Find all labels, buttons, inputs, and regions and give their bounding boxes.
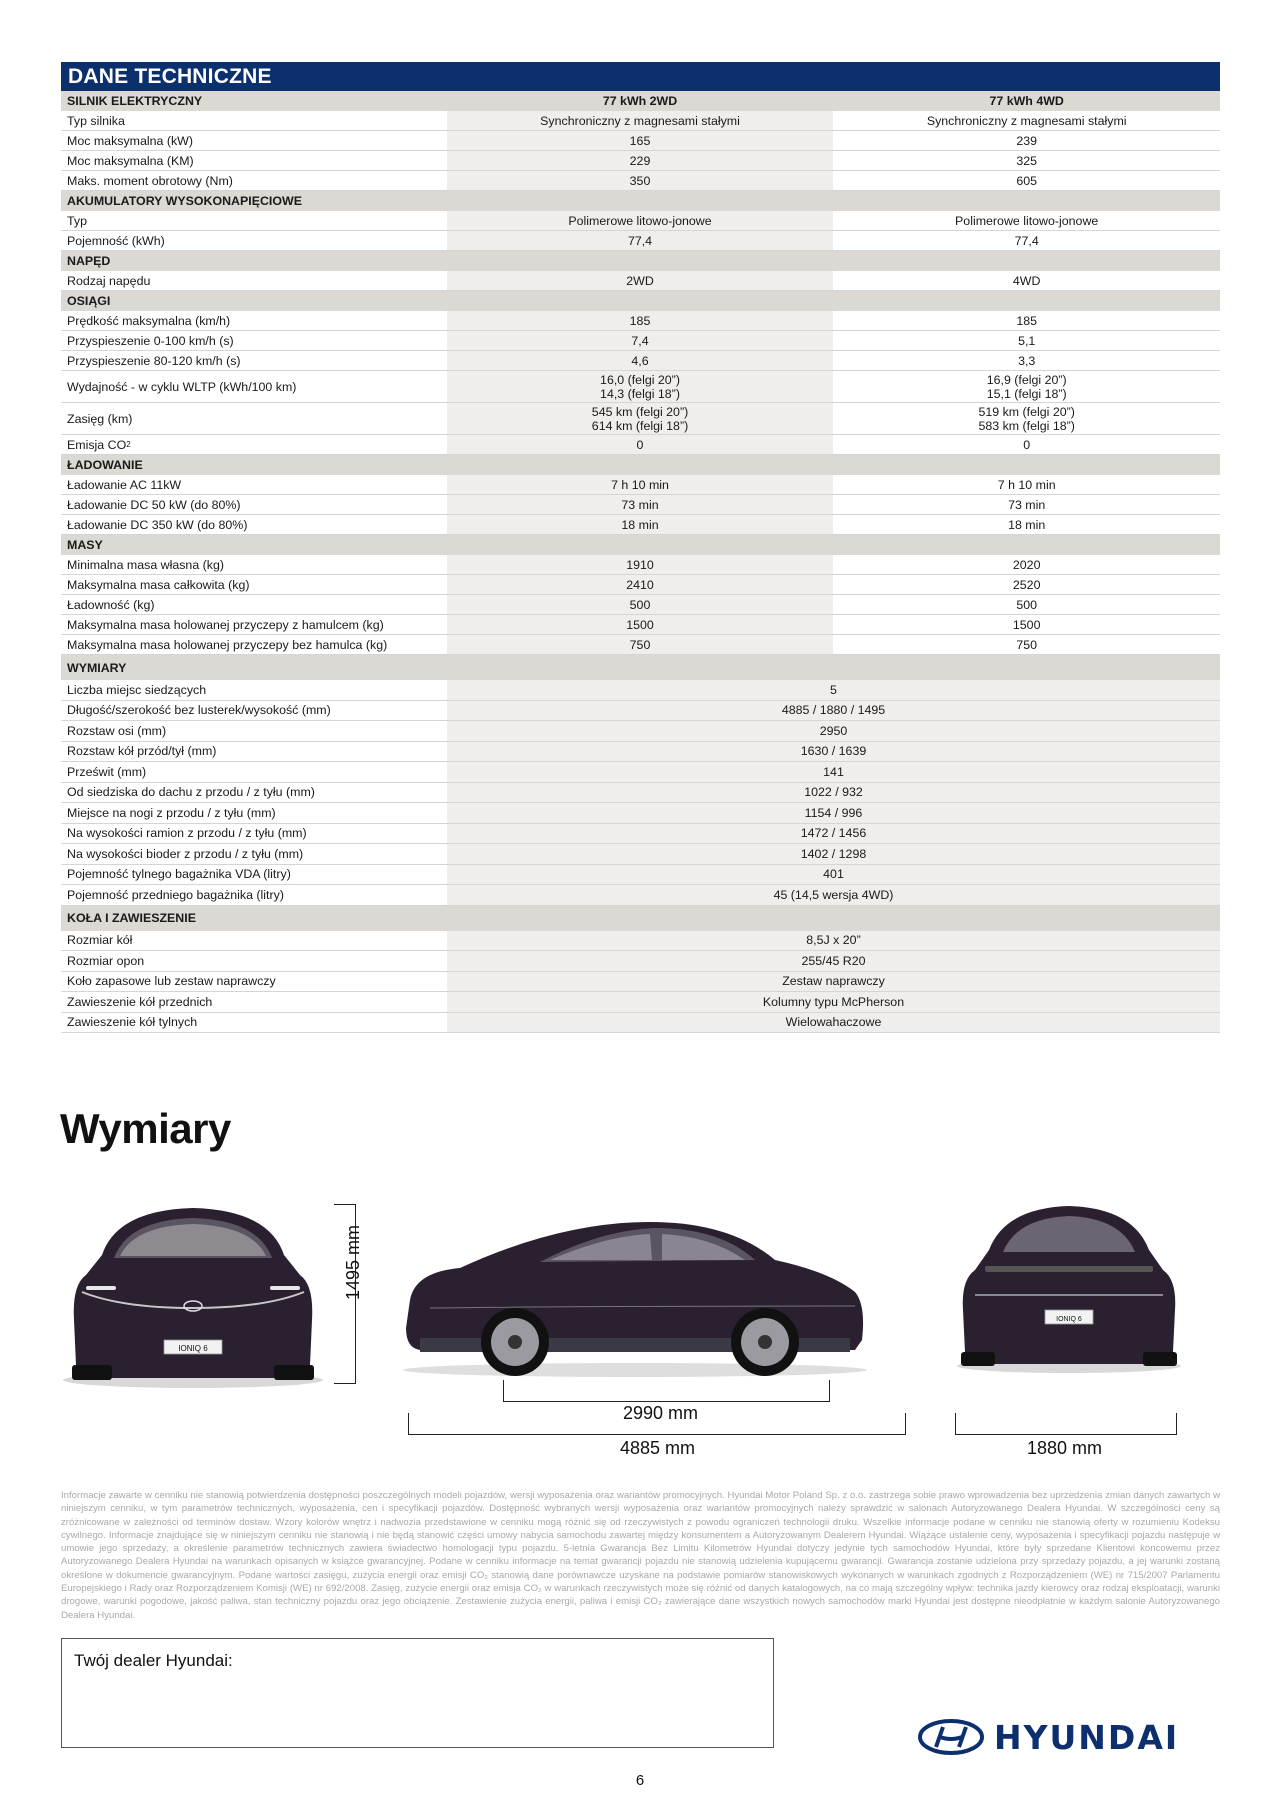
height-label: 1495 mm <box>343 1224 363 1300</box>
row-value-4wd: 500 <box>833 595 1220 614</box>
table-row <box>61 803 1220 824</box>
row-value-4wd: Synchroniczny z magnesami stałymi <box>833 111 1220 130</box>
row-value-2wd: Polimerowe litowo-jonowe <box>447 211 834 230</box>
row-label: Wydajność - w cyklu WLTP (kWh/100 km) <box>67 379 297 394</box>
spec-table <box>61 62 1220 1033</box>
row-value-4wd: 0 <box>833 435 1220 454</box>
row-value-4wd: 5,1 <box>833 331 1220 350</box>
row-label: Rodzaj napędu <box>67 273 151 288</box>
table-row-efficiency <box>61 371 1220 403</box>
section-drive: NAPĘD <box>61 251 1220 271</box>
row-label: Prędkość maksymalna (km/h) <box>67 313 231 328</box>
table-row <box>61 615 1220 635</box>
row-value-2wd <box>447 371 834 402</box>
section-label: SILNIK ELEKTRYCZNY <box>67 94 203 108</box>
row-value: 1022 / 932 <box>447 783 1220 803</box>
row-label: Ładowanie DC 50 kW (do 80%) <box>67 497 241 512</box>
row-value-2wd: 185 <box>447 311 834 330</box>
section-battery: AKUMULATORY WYSOKONAPIĘCIOWE <box>61 191 1220 211</box>
value-line: 519 km (felgi 20”) <box>978 404 1075 419</box>
value-line: 14,3 (felgi 18”) <box>600 386 680 401</box>
table-row <box>61 575 1220 595</box>
table-row <box>61 865 1220 886</box>
table-row <box>61 475 1220 495</box>
table-row <box>61 271 1220 291</box>
row-value-2wd: 4,6 <box>447 351 834 370</box>
front-plate-text: IONIQ 6 <box>178 1344 208 1353</box>
wheelbase-bracket <box>503 1380 830 1402</box>
row-label: Typ silnika <box>67 113 125 128</box>
row-label: Maksymalna masa całkowita (kg) <box>67 577 250 592</box>
table-row-range <box>61 403 1220 435</box>
width-bracket <box>955 1413 1177 1435</box>
row-label: Rozstaw kół przód/tył (mm) <box>67 744 217 759</box>
width-label: 1880 mm <box>1027 1438 1103 1458</box>
value-line: 614 km (felgi 18”) <box>591 418 689 433</box>
row-value-4wd: 73 min <box>833 495 1220 514</box>
row-value-2wd: 1910 <box>447 555 834 574</box>
table-row <box>61 824 1220 845</box>
row-value-4wd: 3,3 <box>833 351 1220 370</box>
row-value-2wd: 7 h 10 min <box>447 475 834 494</box>
wheel-rows <box>61 931 1220 1034</box>
row-label: Maksymalna masa holowanej przyczepy z hamulcem (kg) <box>67 617 384 632</box>
table-row <box>61 555 1220 575</box>
hyundai-logo <box>918 1718 1179 1756</box>
row-value-4wd: 7 h 10 min <box>833 475 1220 494</box>
row-label: Rozmiar opon <box>67 953 145 968</box>
row-label: Prześwit (mm) <box>67 764 147 779</box>
row-value-2wd: 750 <box>447 635 834 654</box>
table-row <box>61 151 1220 171</box>
row-value-4wd: 77,4 <box>833 231 1220 250</box>
charging-rows <box>61 475 1220 535</box>
row-label: Koło zapasowe lub zestaw naprawczy <box>67 974 276 989</box>
row-value-2wd: 500 <box>447 595 834 614</box>
drive-rows <box>61 271 1220 291</box>
row-label: Zasięg (km) <box>67 411 133 426</box>
row-label: Na wysokości bioder z przodu / z tyłu (mm) <box>67 846 304 861</box>
row-label: Pojemność tylnego bagażnika VDA (litry) <box>67 867 291 882</box>
row-value-2wd: 77,4 <box>447 231 834 250</box>
row-label: Rozmiar kół <box>67 933 133 948</box>
row-label: Ładowność (kg) <box>67 597 155 612</box>
row-value-4wd: 1500 <box>833 615 1220 634</box>
row-value: 8,5J x 20” <box>447 931 1220 951</box>
length-bracket <box>408 1413 906 1435</box>
row-label: Moc maksymalna (kW) <box>67 133 193 148</box>
disclaimer-text: Informacje zawarte w cenniku nie stanowią potwierdzenia dostępności poszczególnych modeli pojazdów, wersji wyposażenia oraz wariantów promocyjnych. Hyundai Motor Poland Sp. z o.o. zastrzega sobie prawo wprowadzenia bez uprzedzenia zmian danych zawartych w niniejszym cenniku, w tym parametrów technicznych, wyposażenia, cen i specyfikacji pojazdów. Dostępność wybranych wersji wyposażenia oraz wariantów promocyjnych należy sprawdzić w salonach Autoryzowanego Dealera Hyundai. W szczególności ceny są zróżnicowane w zależności od terminów dostaw. Wzory kolorów wnętrz i nadwozia przedstawione w cenniku mogą różnić się od rzeczywistych z powodu ograniczeń technologii druku. Wszelkie informacje podane w cenniku nie stanowią oferty w rozumieniu Kodeksu cywilnego. Informacje znajdujące się w niniejszym cenniku nie stanowią i nie będą stanowić części umowy nabycia samochodu zawartej między konsumentem a Autoryzowanym Dealerem Hyundai. Wiążące ustalenie ceny, wyposażenia i specyfikacji pojazdu następuje w umowie jego sprzedaży, a określenie parametrów technicznych zawiera świadectwo homologacji typu pojazdu. 5-letnia Gwarancja Bez Limitu Kilometrów Hyundai dotyczy jedynie tych samochodów Hyundai, które były sprzedane Klientowi koncowemu przez Autoryzowanego Dealera Hyundai na warunkach opisanych w książce gwarancyjnej. Podane w cenniku informacje na temat gwarancji pojazdu nie stanowią udzielenia kupującemu gwarancji. Gwarancja zostanie udzielona przy sprzedaży pojazdu, a jej warunki zostaną określone w dokumencie gwarancyjnym. Podane wartości zasięgu, zużycia energii oraz emisji CO₂ stanowią dane porównawcze uzyskane na podstawie pomiarów stanowiskowych wykonanych w warunkach zgodnych z Rozporządzeniem (WE) nr 715/2007 Parlamentu Europejskiego i Rady oraz Rozporządzeniem Komisji (WE) nr 692/2008. Zasięg, zużycie energii oraz emisja CO₂ w warunkach rzeczywistych może się różnić od danych katalogowych, na co mają szczególny wpływ: technika jazdy kierowcy oraz rodzaj eksploatacji, warunki drogowe, warunki pogodowe, jakość paliwa, stan techniczny pojazdu oraz jego obciążenie. Zestawienie zużycia energii, paliwa i emisji CO₂ zawierające dane wszystkich nowych samochodów marki Hyundai jest dostępne nieodpłatnie w każdym salonie Autoryzowanego Dealera Hyundai. <box>61 1490 1220 1621</box>
table-row <box>61 972 1220 993</box>
row-value: 1472 / 1456 <box>447 824 1220 844</box>
row-value-2wd: 1500 <box>447 615 834 634</box>
table-row <box>61 762 1220 783</box>
column-header-4wd: 77 kWh 4WD <box>989 94 1064 108</box>
row-value-2wd: 73 min <box>447 495 834 514</box>
row-value: Zestaw naprawczy <box>447 972 1220 992</box>
table-row <box>61 721 1220 742</box>
dimension-rows <box>61 680 1220 906</box>
row-value: 255/45 R20 <box>447 951 1220 971</box>
row-value-2wd: 18 min <box>447 515 834 534</box>
label-text: Emisja CO <box>67 437 127 452</box>
row-value: 2950 <box>447 721 1220 741</box>
section-masses: MASY <box>61 535 1220 555</box>
value-line: 545 km (felgi 20”) <box>591 404 689 419</box>
dimensions-title: Wymiary <box>60 1105 231 1152</box>
row-value: 4885 / 1880 / 1495 <box>447 701 1220 721</box>
column-header-2wd: 77 kWh 2WD <box>602 94 678 108</box>
table-row <box>61 495 1220 515</box>
motor-rows <box>61 111 1220 191</box>
table-row <box>61 331 1220 351</box>
row-label: Na wysokości ramion z przodu / z tyłu (mm) <box>67 826 307 841</box>
table-row <box>61 595 1220 615</box>
length-label: 4885 mm <box>620 1438 696 1458</box>
row-value-2wd: 7,4 <box>447 331 834 350</box>
table-row <box>61 171 1220 191</box>
row-label: Zawieszenie kół tylnych <box>67 1015 198 1030</box>
value-line: 583 km (felgi 18”) <box>978 418 1075 433</box>
row-value: 5 <box>447 680 1220 700</box>
row-value: 1630 / 1639 <box>447 742 1220 762</box>
car-front-view <box>62 1200 324 1390</box>
value-line: 16,9 (felgi 20”) <box>986 372 1067 387</box>
row-value: Wielowahaczowe <box>447 1013 1220 1033</box>
table-row <box>61 783 1220 804</box>
section-wheels: KOŁA I ZAWIESZENIE <box>61 906 1220 931</box>
row-label: Pojemność przedniego bagażnika (litry) <box>67 887 284 902</box>
row-value-4wd <box>833 403 1220 434</box>
table-row-emission <box>61 435 1220 455</box>
row-label: Pojemność (kWh) <box>67 233 165 248</box>
value-line: 16,0 (felgi 20”) <box>600 372 680 387</box>
table-row <box>61 515 1220 535</box>
row-label: Ładowanie AC 11kW <box>67 477 182 492</box>
value-line: 15,1 (felgi 18”) <box>986 386 1067 401</box>
row-label: Moc maksymalna (KM) <box>67 153 194 168</box>
row-value-2wd: 229 <box>447 151 834 170</box>
section-dimensions: WYMIARY <box>61 655 1220 680</box>
page-number: 6 <box>635 1772 645 1789</box>
row-label: Od siedziska do dachu z przodu / z tyłu (mm) <box>67 785 315 800</box>
row-label: Typ <box>67 213 87 228</box>
row-label: Emisja CO 2 <box>67 437 131 452</box>
row-value: 45 (14,5 wersja 4WD) <box>447 885 1220 905</box>
table-row <box>61 680 1220 701</box>
row-value: 141 <box>447 762 1220 782</box>
row-value-4wd <box>833 371 1220 402</box>
row-value: Kolumny typu McPherson <box>447 992 1220 1012</box>
spec-table-title: DANE TECHNICZNE <box>61 62 1220 91</box>
row-value-2wd: 165 <box>447 131 834 150</box>
row-value-2wd: 2WD <box>447 271 834 290</box>
section-charging: ŁADOWANIE <box>61 455 1220 475</box>
row-value-2wd: Synchroniczny z magnesami stałymi <box>447 111 834 130</box>
row-value-4wd: 2020 <box>833 555 1220 574</box>
table-row <box>61 635 1220 655</box>
battery-rows <box>61 211 1220 251</box>
row-label: Minimalna masa własna (kg) <box>67 557 225 572</box>
row-label: Rozstaw osi (mm) <box>67 723 167 738</box>
row-label: Przyspieszenie 0-100 km/h (s) <box>67 333 234 348</box>
row-value-4wd: 325 <box>833 151 1220 170</box>
table-row <box>61 1013 1220 1034</box>
table-row <box>61 231 1220 251</box>
row-label: Przyspieszenie 80-120 km/h (s) <box>67 353 241 368</box>
row-value-2wd: 0 <box>447 435 834 454</box>
table-row <box>61 111 1220 131</box>
table-row <box>61 211 1220 231</box>
wheelbase-label: 2990 mm <box>623 1403 699 1423</box>
performance-rows <box>61 311 1220 371</box>
table-row <box>61 931 1220 952</box>
dealer-label: Twój dealer Hyundai: <box>74 1651 233 1670</box>
row-label: Maksymalna masa holowanej przyczepy bez hamulca (kg) <box>67 637 388 652</box>
table-row <box>61 351 1220 371</box>
table-row <box>61 701 1220 722</box>
row-value-4wd: Polimerowe litowo-jonowe <box>833 211 1220 230</box>
row-value-4wd: 239 <box>833 131 1220 150</box>
row-value: 401 <box>447 865 1220 885</box>
row-value-4wd: 4WD <box>833 271 1220 290</box>
table-row <box>61 992 1220 1013</box>
car-rear-view <box>955 1200 1183 1375</box>
table-row <box>61 131 1220 151</box>
row-value-2wd: 2410 <box>447 575 834 594</box>
row-label: Miejsce na nogi z przodu / z tyłu (mm) <box>67 805 276 820</box>
dealer-box <box>61 1638 774 1748</box>
table-row <box>61 885 1220 906</box>
row-label: Zawieszenie kół przednich <box>67 994 213 1009</box>
table-row <box>61 951 1220 972</box>
section-motor-header <box>61 91 1220 111</box>
table-row <box>61 311 1220 331</box>
row-value-4wd: 750 <box>833 635 1220 654</box>
row-label: Długość/szerokość bez lusterek/wysokość (mm) <box>67 703 331 718</box>
row-value-2wd: 350 <box>447 171 834 190</box>
hyundai-logo-icon <box>918 1719 984 1755</box>
car-side-view <box>400 1210 870 1380</box>
row-label: Ładowanie DC 350 kW (do 80%) <box>67 517 248 532</box>
row-value: 1154 / 996 <box>447 803 1220 823</box>
row-value: 1402 / 1298 <box>447 844 1220 864</box>
row-label: Maks. moment obrotowy (Nm) <box>67 173 233 188</box>
table-row <box>61 844 1220 865</box>
row-value-4wd: 2520 <box>833 575 1220 594</box>
row-label: Liczba miejsc siedzących <box>67 682 207 697</box>
row-value-4wd: 18 min <box>833 515 1220 534</box>
row-value-4wd: 185 <box>833 311 1220 330</box>
section-performance: OSIĄGI <box>61 291 1220 311</box>
mass-rows <box>61 555 1220 655</box>
row-value-2wd <box>447 403 834 434</box>
row-value-4wd: 605 <box>833 171 1220 190</box>
table-row <box>61 742 1220 763</box>
rear-plate-text: IONIQ 6 <box>1056 1316 1082 1323</box>
brand-wordmark: HYUNDAI <box>994 1717 1180 1757</box>
